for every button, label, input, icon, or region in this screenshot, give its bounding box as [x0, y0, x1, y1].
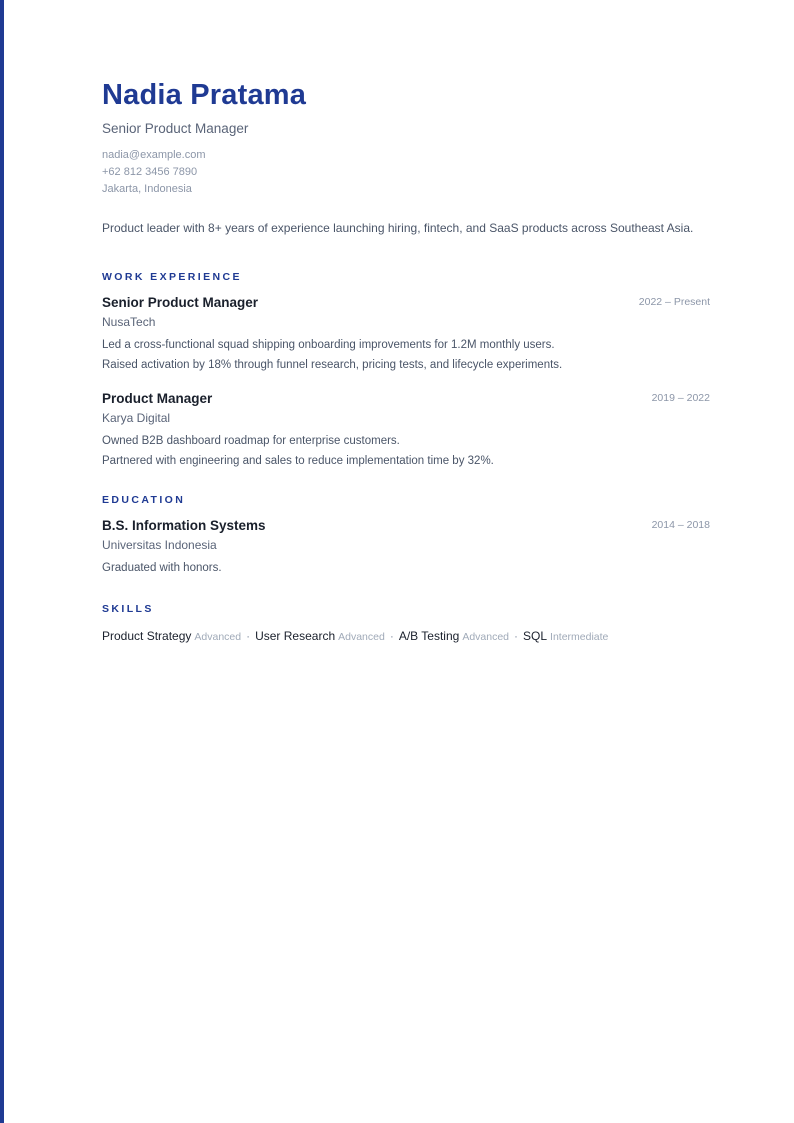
- job-highlight: Partnered with engineering and sales to reduce implementation time by 32%.: [102, 455, 494, 467]
- skill-item: [399, 629, 509, 643]
- education-entry: [102, 517, 710, 578]
- skill-separator: ·: [514, 629, 519, 643]
- resume-header: [102, 76, 710, 198]
- job-highlight: Raised activation by 18% through funnel research, pricing tests, and lifecycle experiments.: [102, 359, 563, 371]
- skills-list: [102, 628, 710, 645]
- degree-title: B.S. Information Systems: [102, 518, 266, 533]
- work-experience-heading: WORK EXPERIENCE: [102, 271, 242, 283]
- work-entry: [102, 294, 710, 375]
- skill-separator: ·: [389, 629, 394, 643]
- skill-name: SQL: [523, 629, 548, 643]
- skills-heading: SKILLS: [102, 603, 154, 615]
- skill-name: A/B Testing: [398, 629, 460, 643]
- candidate-name: Nadia Pratama: [102, 79, 307, 111]
- resume-page: [102, 76, 710, 645]
- job-title: Senior Product Manager: [102, 295, 259, 310]
- education-heading: EDUCATION: [102, 494, 186, 506]
- skill-level: Advanced: [194, 631, 242, 643]
- skill-level: Advanced: [338, 631, 385, 643]
- contact-email[interactable]: nadia@example.com: [102, 149, 206, 161]
- profile-summary: Product leader with 8+ years of experience launching hiring, fintech, and SaaS products across Southeast Asia.: [102, 221, 694, 235]
- contact-location: Jakarta, Indonesia: [102, 183, 192, 195]
- job-dates: 2022 – Present: [638, 296, 710, 308]
- education-note: Graduated with honors.: [102, 562, 222, 574]
- job-highlights: [102, 335, 710, 375]
- candidate-headline: Senior Product Manager: [102, 121, 249, 136]
- company-name: NusaTech: [102, 315, 156, 329]
- job-highlights: [102, 431, 710, 471]
- skill-item: [255, 629, 385, 643]
- education-dates: 2014 – 2018: [651, 519, 710, 531]
- accent-bar: [0, 0, 4, 1123]
- contact-info: [102, 147, 710, 198]
- job-highlight: Owned B2B dashboard roadmap for enterprise customers.: [102, 435, 400, 447]
- job-title: Product Manager: [102, 391, 213, 406]
- skill-level: Intermediate: [550, 631, 609, 643]
- job-highlight: Led a cross-functional squad shipping onboarding improvements for 1.2M monthly users.: [102, 339, 555, 351]
- education-notes: [102, 558, 710, 578]
- skill-separator: ·: [246, 629, 251, 643]
- skill-item: [523, 629, 608, 643]
- skill-level: Advanced: [462, 631, 510, 643]
- skill-name: Product Strategy: [102, 629, 192, 643]
- skill-item: [102, 629, 241, 643]
- contact-phone: +62 812 3456 7890: [102, 166, 198, 178]
- school-name: Universitas Indonesia: [102, 538, 217, 552]
- skill-name: User Research: [255, 629, 336, 643]
- job-dates: 2019 – 2022: [651, 392, 710, 404]
- company-name: Karya Digital: [102, 411, 171, 425]
- work-entry: [102, 390, 710, 471]
